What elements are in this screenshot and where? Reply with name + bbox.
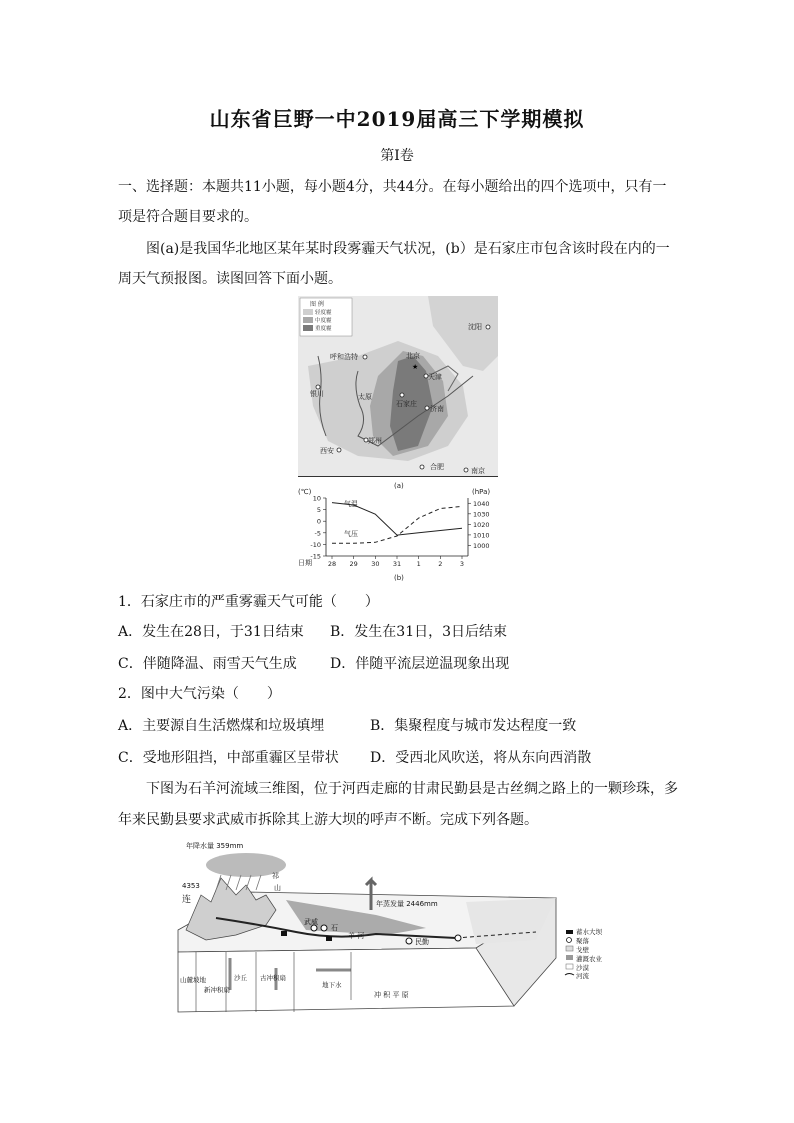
temp-series-label: 气温 bbox=[344, 500, 358, 508]
city-minqin: 民勤 bbox=[415, 938, 429, 946]
x-tick-label: 29 bbox=[349, 560, 358, 568]
map-caption: (a) bbox=[394, 482, 404, 490]
city-yinchuan: 银川 bbox=[310, 390, 324, 398]
page-title: 山东省巨野一中2019届高三下学期模拟 bbox=[209, 107, 585, 131]
legend-dam: 蓄水大坝 bbox=[576, 928, 602, 936]
qi-label: 祁 bbox=[272, 872, 279, 880]
city-nanjing: 南京 bbox=[471, 467, 485, 475]
section-subtitle: 第Ⅰ卷 bbox=[380, 148, 414, 164]
zone-groundwater: 地下水 bbox=[322, 981, 342, 989]
q2-stem: 2．图中大气污染（ ） bbox=[118, 686, 281, 702]
q1-option-c[interactable]: C．伴随降温、雨雪天气生成 bbox=[118, 656, 297, 672]
zone-dunes: 沙丘 bbox=[234, 974, 247, 982]
y-left-tick-label: -15 bbox=[310, 552, 321, 561]
dam-1 bbox=[281, 931, 287, 936]
city-taiyuan: 太原 bbox=[358, 393, 372, 401]
unit-left: (℃) bbox=[298, 488, 312, 496]
q2-option-a[interactable]: A．主要源自生活燃煤和垃圾填埋 bbox=[118, 718, 325, 734]
city-xian: 西安 bbox=[320, 447, 334, 455]
city-shijiazhuang: 石家庄 bbox=[396, 400, 417, 408]
city-shenyang: 沈阳 bbox=[468, 323, 482, 331]
legend-title: 图 例 bbox=[310, 301, 324, 308]
q1-option-d[interactable]: D．伴随平流层逆温现象出现 bbox=[330, 656, 510, 672]
y-left-tick-label: -10 bbox=[310, 540, 321, 549]
y-right-tick-label: 1040 bbox=[473, 499, 490, 508]
legend-light: 轻度霾 bbox=[315, 310, 332, 316]
legend-heavy: 重度霾 bbox=[315, 326, 332, 332]
weather-chart-figure bbox=[296, 484, 502, 584]
y-left-tick-label: 10 bbox=[312, 494, 321, 503]
block-diagram bbox=[176, 840, 622, 1016]
city-beijing: 北京 bbox=[406, 352, 420, 360]
passage2-line-1: 下图为石羊河流域三维图，位于河西走廊的甘肃民勤县是古丝绸之路上的一颗珍珠，多 bbox=[146, 781, 678, 797]
q1-option-b[interactable]: B．发生在31日，3日后结束 bbox=[330, 624, 508, 640]
zone-alluvial-plain: 冲 积 平 原 bbox=[374, 991, 409, 999]
unit-right: (hPa) bbox=[472, 488, 491, 496]
city-hefei: 合肥 bbox=[430, 463, 444, 471]
legend-gobi: 戈壁 bbox=[576, 946, 589, 954]
x-tick-label: 1 bbox=[416, 560, 421, 568]
x-tick-label: 2 bbox=[438, 560, 443, 568]
x-tick-label: 28 bbox=[327, 560, 337, 568]
y-left-tick-label: 5 bbox=[316, 506, 321, 515]
legend-medium: 中度霾 bbox=[315, 318, 332, 324]
pressure-series-label: 气压 bbox=[344, 530, 358, 538]
elevation-label: 4353 bbox=[182, 882, 200, 890]
date-axis-label: 日期 bbox=[298, 559, 312, 567]
x-tick-label: 30 bbox=[371, 560, 380, 568]
q1-option-a[interactable]: A．发生在28日，于31日结束 bbox=[118, 624, 304, 640]
city-zhengzhou: 郑州 bbox=[368, 437, 382, 445]
passage1-line-2: 周天气预报图。读图回答下面小题。 bbox=[118, 271, 342, 287]
shan-label: 山 bbox=[274, 884, 281, 892]
intro-line-2: 项是符合题目要求的。 bbox=[118, 209, 258, 225]
y-left-tick-label: -5 bbox=[314, 529, 321, 538]
weather-chart bbox=[296, 484, 502, 584]
intro-line-1: 一、选择题：本题共11小题，每小题4分，共44分。在每小题给出的四个选项中，只有一 bbox=[118, 179, 667, 195]
haze-map bbox=[298, 296, 498, 492]
city-wuwei: 武威 bbox=[304, 918, 318, 926]
chart-caption: (b) bbox=[394, 574, 404, 582]
x-tick-label: 3 bbox=[459, 560, 465, 568]
passage1-line-1: 图(a)是我国华北地区某年某时段雾霾天气状况，(b）是石家庄市包含该时段在内的一 bbox=[146, 241, 670, 257]
zone-old-fan: 古冲积扇 bbox=[260, 974, 286, 982]
y-right-tick-label: 1020 bbox=[473, 520, 490, 529]
passage2-line-2: 年来民勤县要求武威市拆除其上游大坝的呼声不断。完成下列各题。 bbox=[118, 812, 538, 828]
city-tianjin: 天津 bbox=[428, 373, 442, 381]
precipitation-label: 年降水量 359mm bbox=[186, 842, 244, 850]
river-label: 羊 河 bbox=[348, 932, 365, 940]
haze-map-figure bbox=[298, 296, 498, 492]
zone-foothill: 山麓坡地 bbox=[180, 976, 206, 984]
y-right-tick-label: 1010 bbox=[473, 531, 490, 540]
y-right-tick-label: 1030 bbox=[473, 510, 490, 519]
x-tick-label: 31 bbox=[392, 560, 402, 568]
q2-option-d[interactable]: D．受西北风吹送，将从东向西消散 bbox=[370, 750, 592, 766]
city-hohhot: 呼和浩特 bbox=[330, 353, 358, 361]
lian-label: 连 bbox=[182, 895, 192, 905]
svg-text:★: ★ bbox=[412, 363, 419, 371]
shiyang-river-block-diagram bbox=[176, 840, 622, 1016]
city-jinan: 济南 bbox=[430, 405, 444, 413]
y-left-tick-label: 0 bbox=[316, 517, 321, 526]
legend-irrigation: 灌溉农业 bbox=[576, 955, 602, 963]
zone-new-fan: 新冲积扇 bbox=[204, 986, 230, 994]
q2-option-b[interactable]: B．集聚程度与城市发达程度一致 bbox=[370, 718, 577, 734]
y-right-tick-label: 1000 bbox=[473, 541, 490, 550]
dam-2 bbox=[326, 936, 332, 941]
evaporation-label: 年蒸发量 2446mm bbox=[376, 900, 438, 908]
q2-option-c[interactable]: C．受地形阻挡，中部重霾区呈带状 bbox=[118, 750, 339, 766]
q1-stem: 1．石家庄市的严重雾霾天气可能（ ） bbox=[118, 594, 379, 610]
legend-river: 河流 bbox=[576, 972, 589, 980]
shi-label: 石 bbox=[331, 924, 338, 932]
legend-desert: 沙漠 bbox=[576, 964, 589, 972]
legend-settlement: 聚落 bbox=[576, 937, 589, 945]
